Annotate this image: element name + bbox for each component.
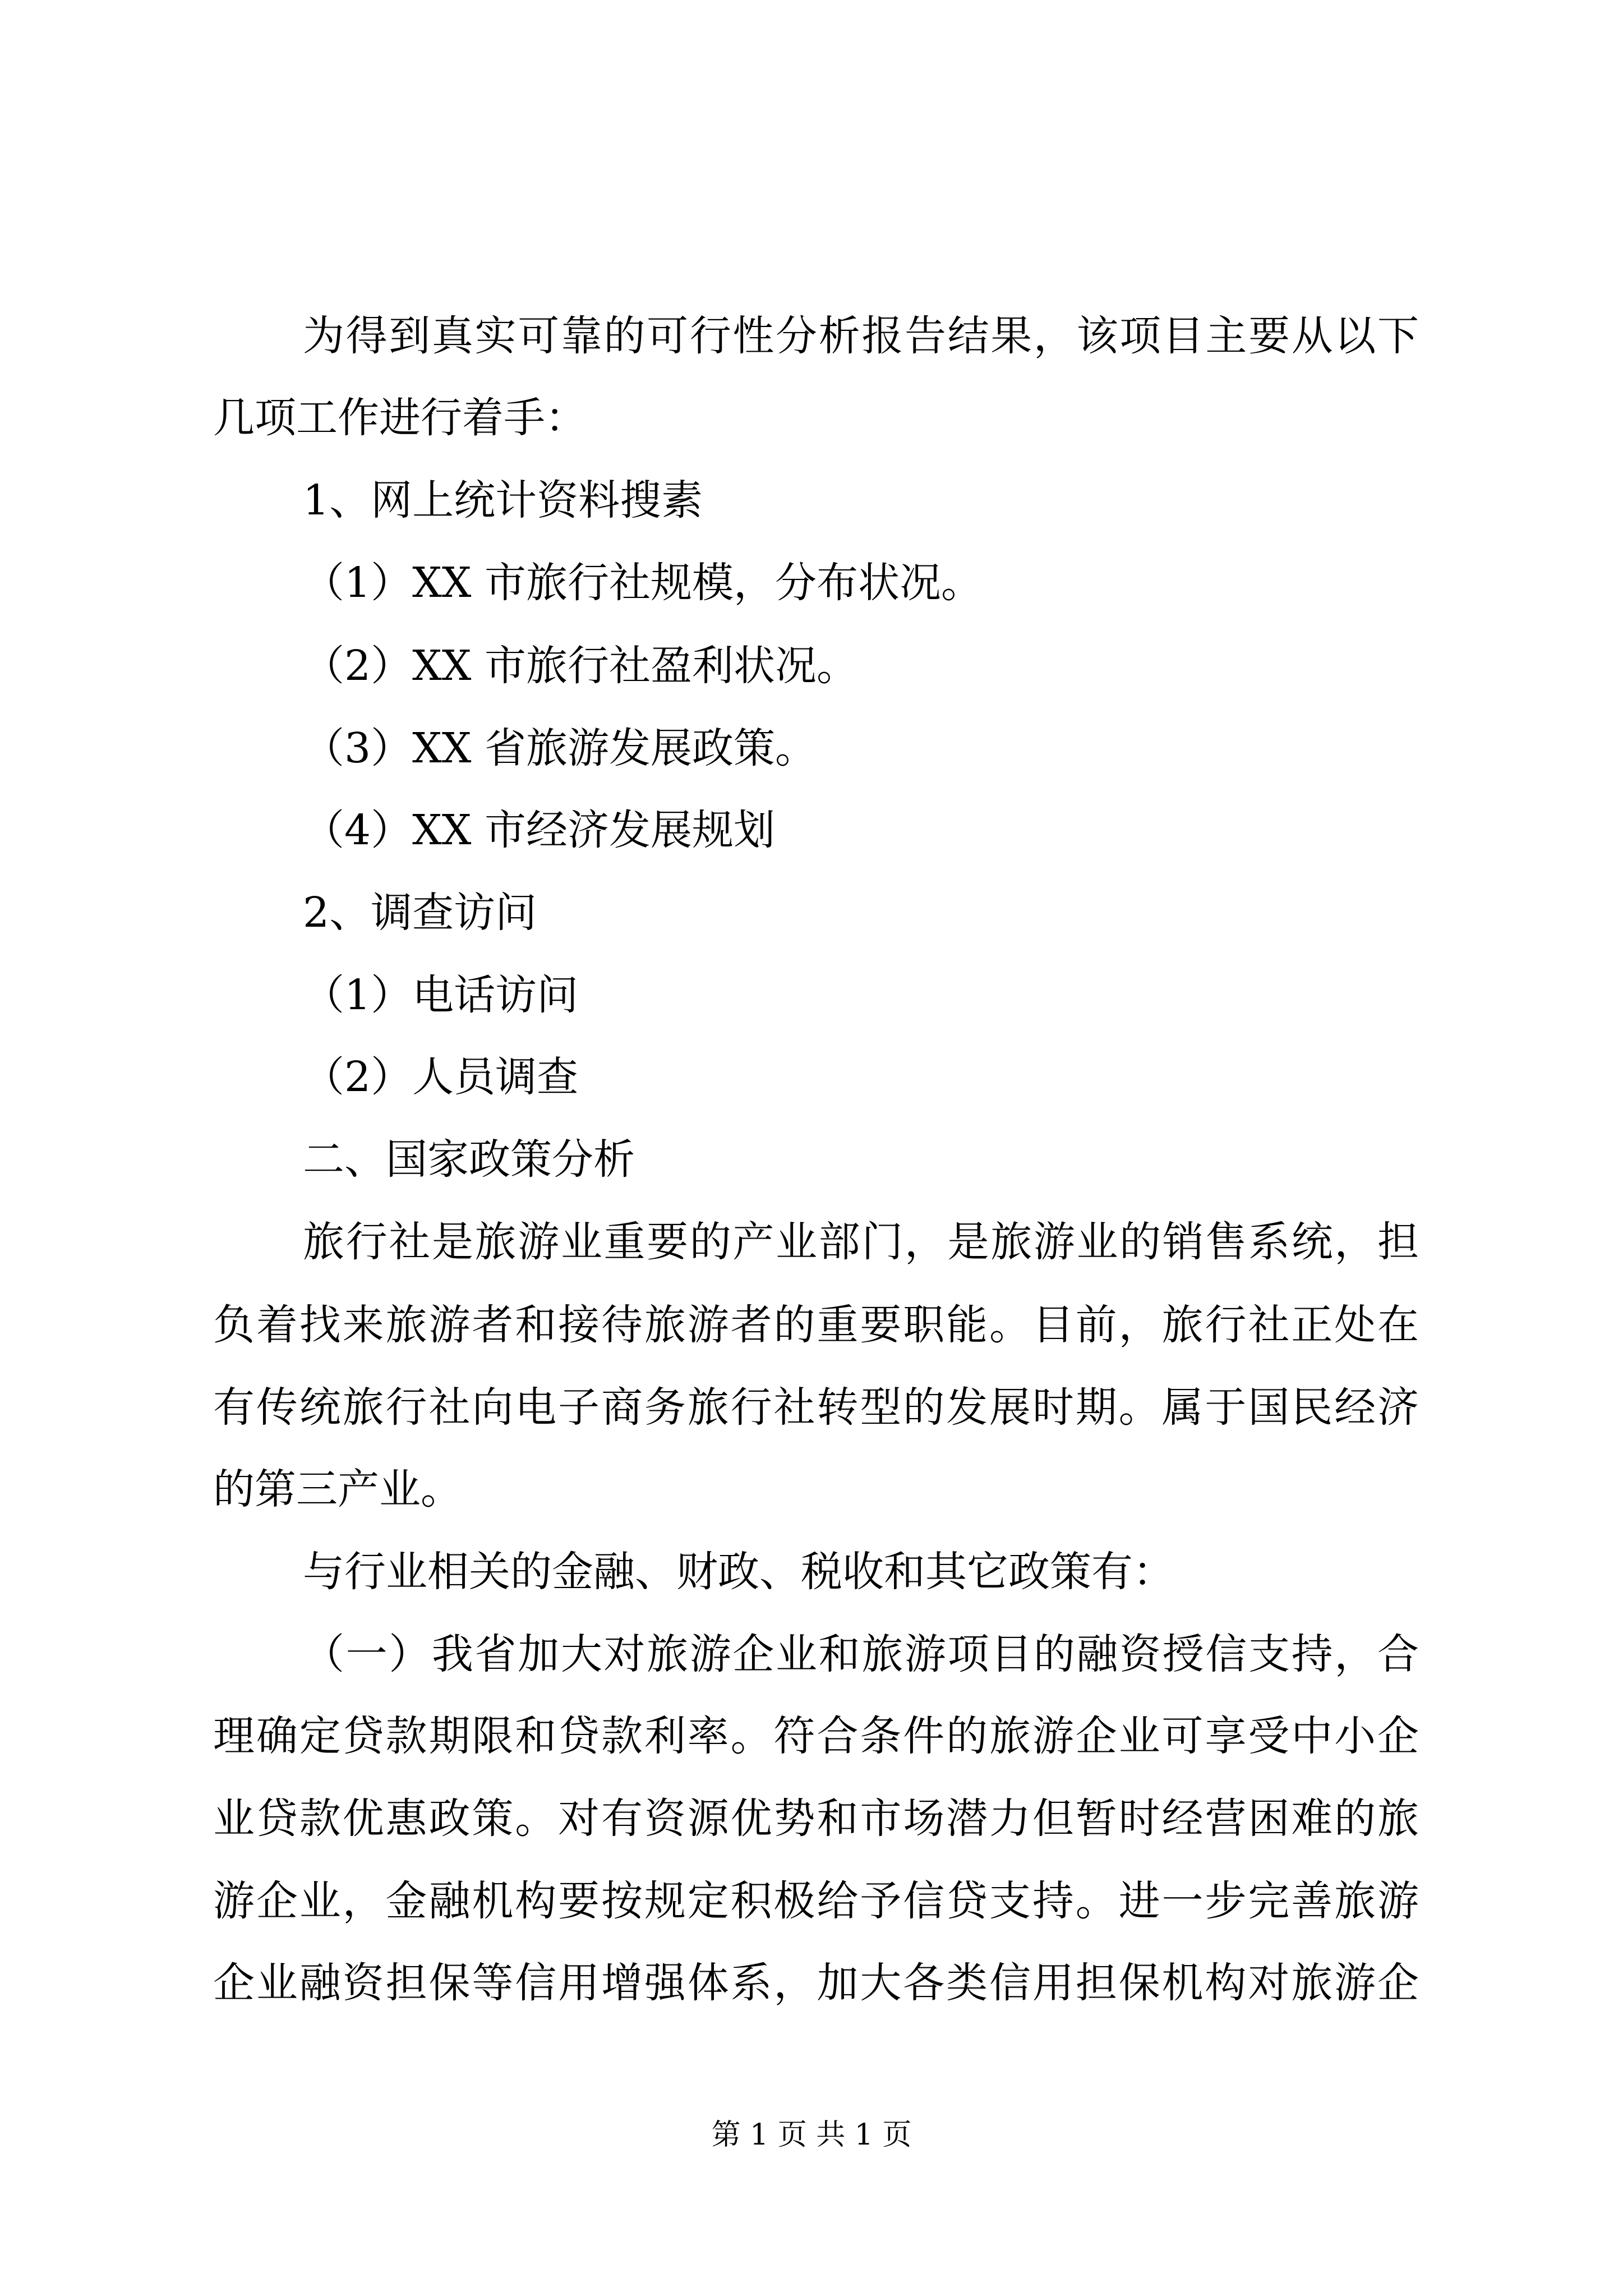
paragraph-line: 业贷款优惠政策。对有资源优势和市场潜力但暂时经营困难的旅 bbox=[213, 1795, 1419, 1843]
page-footer: 第 1 页 共 1 页 bbox=[711, 2118, 912, 2152]
list-item: （1）电话访问 bbox=[303, 971, 579, 1019]
paragraph-line: 的第三产业。 bbox=[213, 1465, 462, 1513]
paragraph-line: 旅行社是旅游业重要的产业部门，是旅游业的销售系统，担 bbox=[303, 1218, 1419, 1266]
paragraph-line: 企业融资担保等信用增强体系，加大各类信用担保机构对旅游企 bbox=[213, 1959, 1419, 2007]
paragraph-line: （一）我省加大对旅游企业和旅游项目的融资授信支持，合 bbox=[303, 1630, 1419, 1678]
list-heading: 2、调查访问 bbox=[303, 889, 537, 937]
paragraph-line: 有传统旅行社向电子商务旅行社转型的发展时期。属于国民经济 bbox=[213, 1383, 1419, 1432]
paragraph-line: 与行业相关的金融、财政、税收和其它政策有： bbox=[303, 1548, 1174, 1596]
paragraph-line: 为得到真实可靠的可行性分析报告结果，该项目主要从以下 bbox=[303, 312, 1419, 360]
paragraph-line: 几项工作进行着手： bbox=[213, 394, 587, 442]
list-item: （1）XX 市旅行社规模，分布状况。 bbox=[303, 559, 983, 607]
list-item: （3）XX 省旅游发展政策。 bbox=[303, 724, 817, 772]
paragraph-line: 理确定贷款期限和贷款利率。符合条件的旅游企业可享受中小企 bbox=[213, 1712, 1419, 1760]
paragraph-line: 负着找来旅游者和接待旅游者的重要职能。目前，旅行社正处在 bbox=[213, 1301, 1419, 1349]
list-item: （2）XX 市旅行社盈利状况。 bbox=[303, 642, 858, 690]
list-heading: 1、网上统计资料搜素 bbox=[303, 476, 703, 524]
list-item: （4）XX 市经济发展规划 bbox=[303, 806, 775, 854]
list-item: （2）人员调查 bbox=[303, 1053, 579, 1101]
section-heading: 二、国家政策分析 bbox=[303, 1135, 635, 1184]
paragraph-line: 游企业，金融机构要按规定积极给予信贷支持。进一步完善旅游 bbox=[213, 1877, 1419, 1925]
